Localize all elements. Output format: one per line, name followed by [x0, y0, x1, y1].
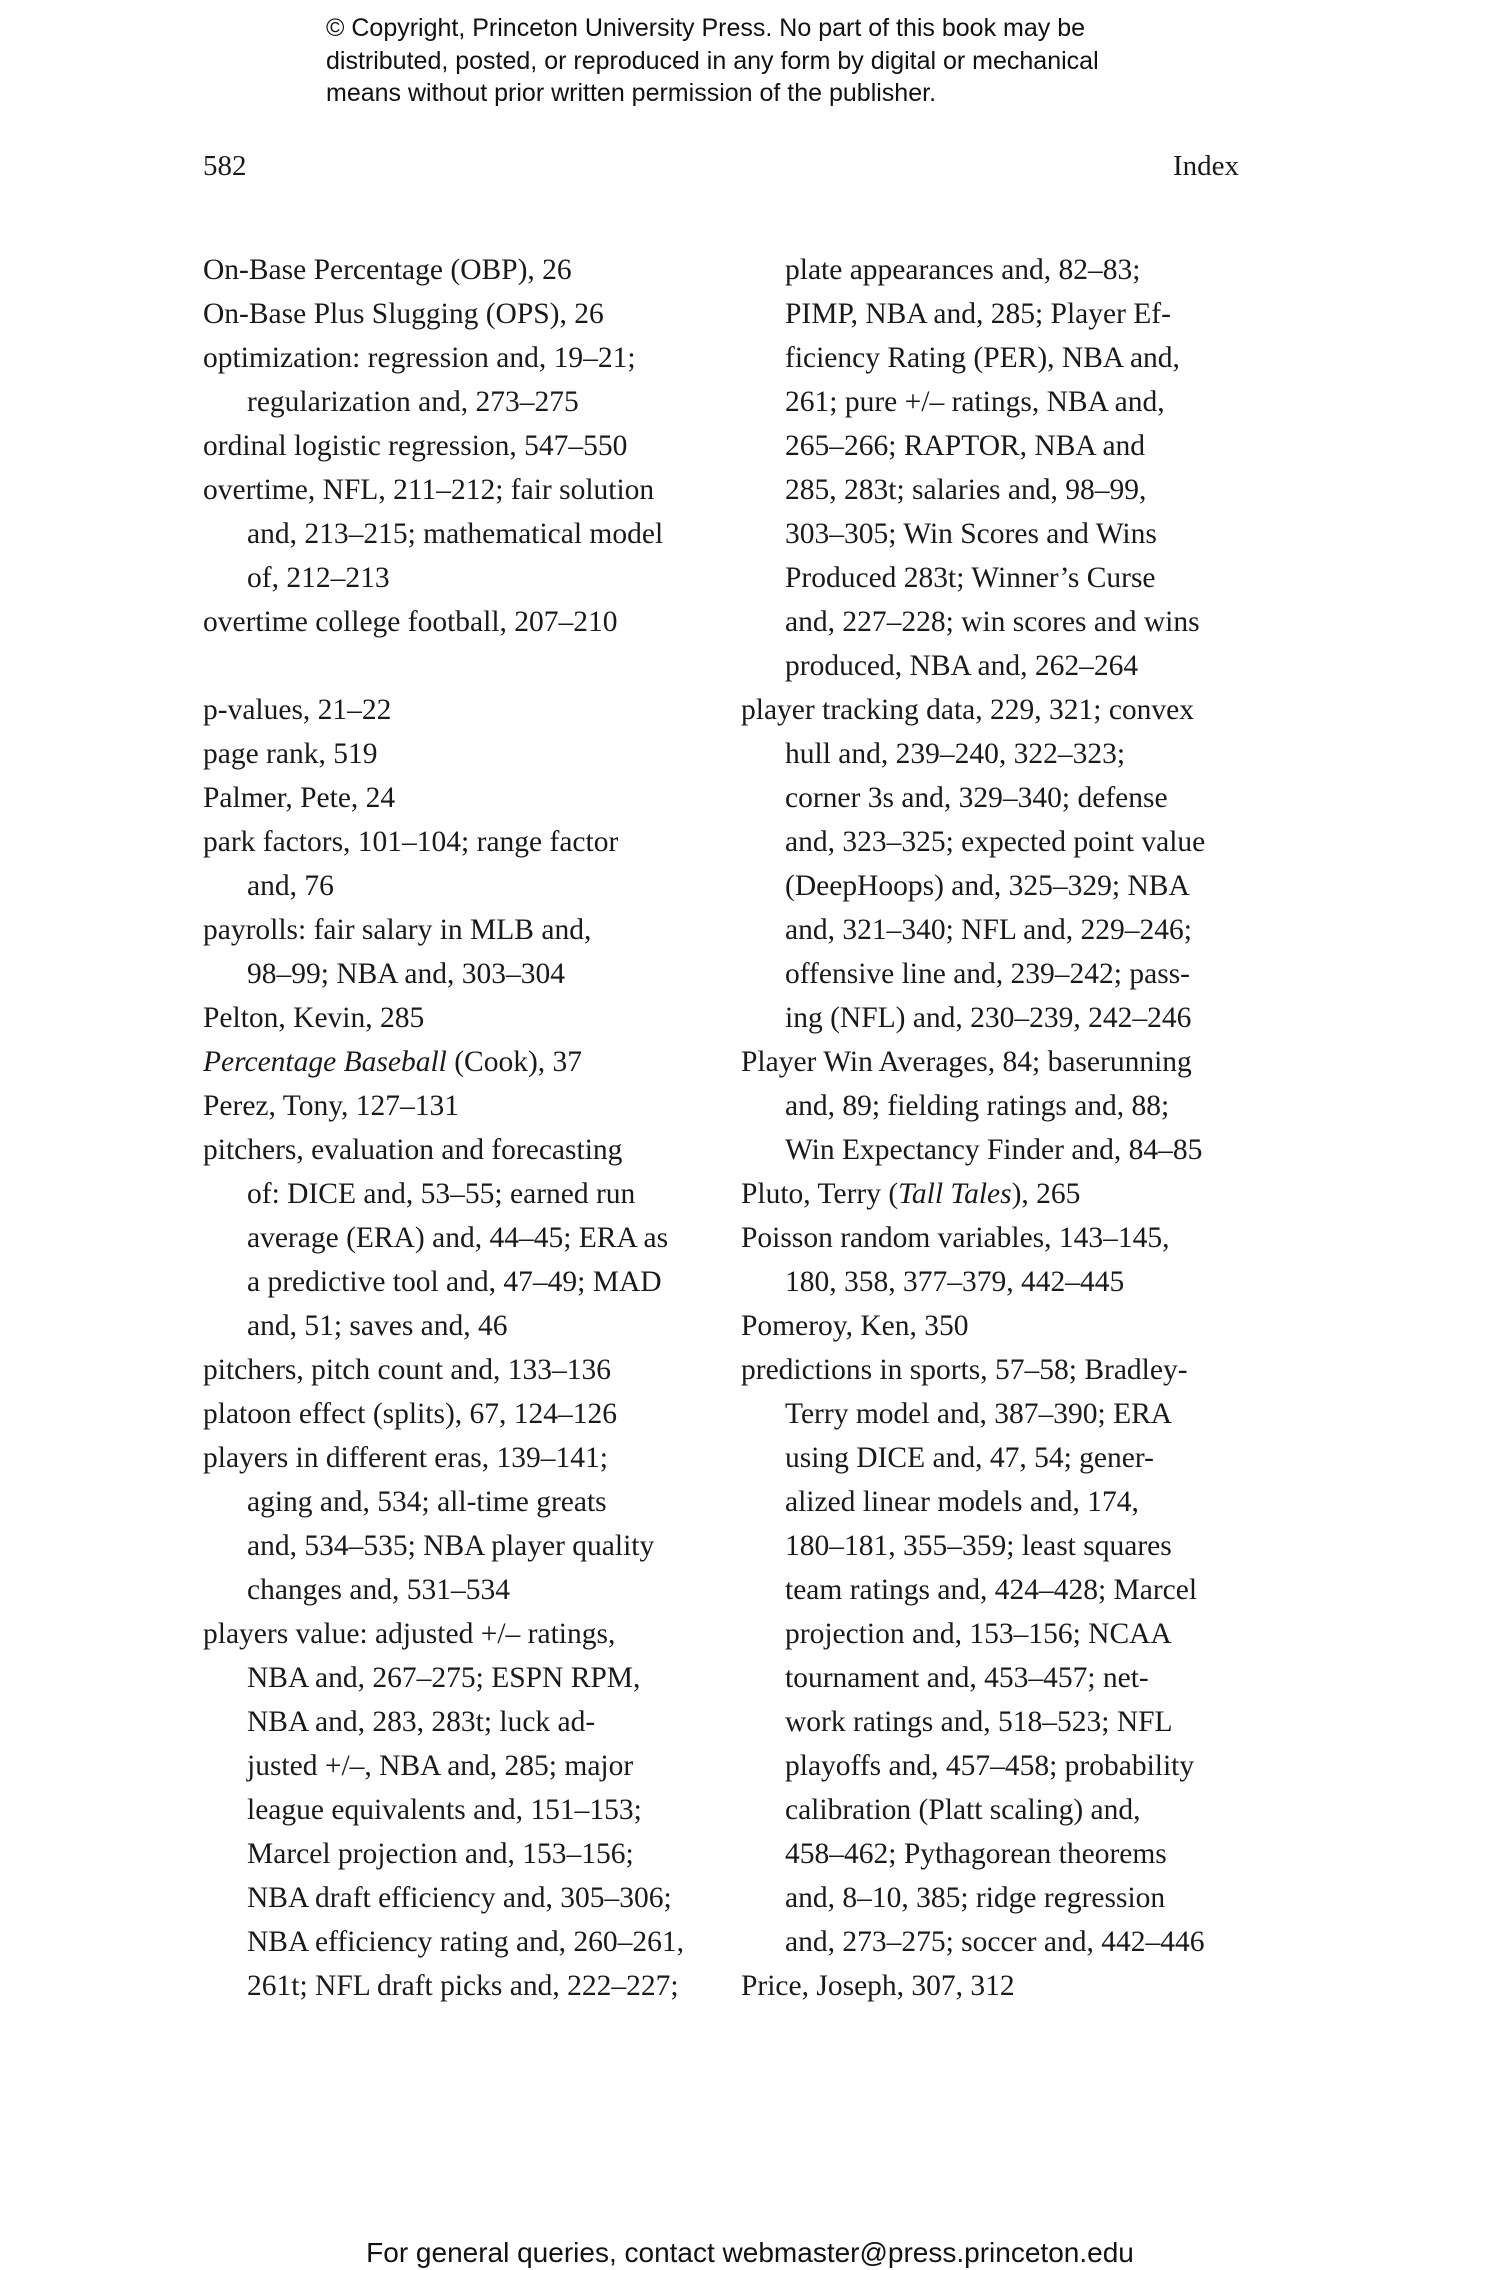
index-subline — [741, 424, 1261, 468]
index-text: ), 265 — [1011, 1178, 1081, 1210]
index-entry — [203, 424, 723, 468]
index-subline — [741, 1788, 1261, 1832]
index-subline — [203, 556, 723, 600]
index-text: page rank, 519 — [203, 738, 378, 770]
index-entry — [203, 688, 723, 732]
index-subline — [203, 1172, 723, 1216]
index-text: produced, NBA and, 262–264 — [785, 650, 1139, 682]
index-subline — [203, 1920, 723, 1964]
index-subline — [741, 512, 1261, 556]
index-text: corner 3s and, 329–340; defense — [785, 782, 1168, 814]
index-entry — [203, 1084, 723, 1128]
index-entry — [741, 1348, 1261, 1392]
index-subline — [741, 600, 1261, 644]
index-subline — [203, 952, 723, 996]
index-text: 261; pure +/– ratings, NBA and, — [785, 386, 1165, 418]
index-entry — [203, 336, 723, 380]
index-text: 180, 358, 377–379, 442–445 — [785, 1266, 1125, 1298]
index-subline — [741, 776, 1261, 820]
copyright-line: distributed, posted, or reproduced in any form by digital or mechanical — [326, 46, 1099, 75]
index-text: 98–99; NBA and, 303–304 — [247, 958, 565, 990]
index-title-italic: Tall Tales — [898, 1178, 1012, 1210]
index-text: payrolls: fair salary in MLB and, — [203, 914, 592, 946]
index-column-left — [203, 248, 723, 2008]
index-text: alized linear models and, 174, — [785, 1486, 1139, 1518]
index-text: overtime, NFL, 211–212; fair solution — [203, 474, 655, 506]
index-text: team ratings and, 424–428; Marcel — [785, 1574, 1198, 1606]
index-subline — [741, 996, 1261, 1040]
index-entry — [203, 292, 723, 336]
index-text: a predictive tool and, 47–49; MAD — [247, 1266, 662, 1298]
index-subline — [741, 1260, 1261, 1304]
index-text: of, 212–213 — [247, 562, 390, 594]
index-text: p-values, 21–22 — [203, 694, 392, 726]
index-subline — [741, 1700, 1261, 1744]
index-subline — [203, 1788, 723, 1832]
page-number: 582 — [203, 150, 247, 182]
index-text: and, 51; saves and, 46 — [247, 1310, 508, 1342]
index-text: projection and, 153–156; NCAA — [785, 1618, 1172, 1650]
index-subline — [203, 1964, 723, 2008]
index-text: playoffs and, 457–458; probability — [785, 1750, 1195, 1782]
index-entry — [203, 1392, 723, 1436]
index-text: ficiency Rating (PER), NBA and, — [785, 342, 1180, 374]
index-text: and, 321–340; NFL and, 229–246; — [785, 914, 1192, 946]
index-text: ordinal logistic regression, 547–550 — [203, 430, 628, 462]
index-text: NBA efficiency rating and, 260–261, — [247, 1926, 684, 1958]
index-text: and, 76 — [247, 870, 334, 902]
index-subline — [203, 1480, 723, 1524]
index-text: and, 273–275; soccer and, 442–446 — [785, 1926, 1205, 1958]
index-text: (DeepHoops) and, 325–329; NBA — [785, 870, 1190, 902]
index-text: aging and, 534; all-time greats — [247, 1486, 607, 1518]
index-text: On-Base Plus Slugging (OPS), 26 — [203, 298, 604, 330]
index-entry — [203, 1612, 723, 1656]
index-text: Palmer, Pete, 24 — [203, 782, 396, 814]
index-text: and, 323–325; expected point value — [785, 826, 1206, 858]
index-text: regularization and, 273–275 — [247, 386, 579, 418]
index-column-right — [741, 248, 1261, 2008]
index-text: Produced 283t; Winner’s Curse — [785, 562, 1156, 594]
index-entry — [741, 1304, 1261, 1348]
index-text: Player Win Averages, 84; baserunning — [741, 1046, 1192, 1078]
index-text: players value: adjusted +/– ratings, — [203, 1618, 616, 1650]
index-text: and, 8–10, 385; ridge regression — [785, 1882, 1166, 1914]
index-subline — [203, 380, 723, 424]
index-text: Terry model and, 387–390; ERA — [785, 1398, 1173, 1430]
index-subline — [203, 1304, 723, 1348]
index-entry — [203, 1128, 723, 1172]
index-text: average (ERA) and, 44–45; ERA as — [247, 1222, 669, 1254]
index-subline — [741, 732, 1261, 776]
running-head: Index — [1172, 150, 1239, 182]
index-subline — [203, 1656, 723, 1700]
index-text: (Cook), 37 — [446, 1046, 583, 1078]
index-text: 265–266; RAPTOR, NBA and — [785, 430, 1146, 462]
index-subline — [203, 1568, 723, 1612]
index-text: On-Base Percentage (OBP), 26 — [203, 254, 572, 286]
index-text: and, 89; fielding ratings and, 88; — [785, 1090, 1170, 1122]
index-subline — [741, 864, 1261, 908]
index-text: pitchers, evaluation and forecasting — [203, 1134, 623, 1166]
index-text: Pomeroy, Ken, 350 — [741, 1310, 969, 1342]
copyright-line: © Copyright, Princeton University Press. No part of this book may be — [326, 14, 1086, 42]
index-subline — [741, 1612, 1261, 1656]
index-text: player tracking data, 229, 321; convex — [741, 694, 1195, 726]
index-text: work ratings and, 518–523; NFL — [785, 1706, 1173, 1738]
index-subline — [741, 1832, 1261, 1876]
index-text: changes and, 531–534 — [247, 1574, 510, 1606]
index-entry — [203, 468, 723, 512]
index-subline — [741, 1920, 1261, 1964]
index-subline — [741, 1084, 1261, 1128]
index-entry — [203, 996, 723, 1040]
index-entry — [203, 1348, 723, 1392]
index-text: Poisson random variables, 143–145, — [741, 1222, 1170, 1254]
index-text: optimization: regression and, 19–21; — [203, 342, 636, 374]
index-text: platoon effect (splits), 67, 124–126 — [203, 1398, 618, 1430]
index-spacer — [203, 644, 723, 688]
index-subline — [741, 1524, 1261, 1568]
index-subline — [741, 952, 1261, 996]
index-text: players in different eras, 139–141; — [203, 1442, 608, 1474]
index-entry — [741, 1216, 1261, 1260]
index-text: Perez, Tony, 127–131 — [203, 1090, 460, 1122]
index-text: and, 534–535; NBA player quality — [247, 1530, 655, 1562]
index-entry — [203, 248, 723, 292]
index-text: plate appearances and, 82–83; — [785, 254, 1141, 286]
index-entry — [203, 820, 723, 864]
index-text: league equivalents and, 151–153; — [247, 1794, 642, 1826]
index-text: Price, Joseph, 307, 312 — [741, 1970, 1015, 2002]
index-subline — [741, 336, 1261, 380]
index-subline — [203, 1524, 723, 1568]
index-text: justed +/–, NBA and, 285; major — [247, 1750, 634, 1782]
index-subline — [203, 1876, 723, 1920]
index-subline — [741, 1436, 1261, 1480]
index-entry — [741, 1172, 1261, 1216]
index-subline — [741, 644, 1261, 688]
index-subline — [741, 292, 1261, 336]
index-text: NBA and, 283, 283t; luck ad- — [247, 1706, 596, 1738]
index-subline — [203, 1216, 723, 1260]
index-text: 261t; NFL draft picks and, 222–227; — [247, 1970, 679, 2002]
index-subline — [741, 468, 1261, 512]
index-text: NBA draft efficiency and, 305–306; — [247, 1882, 672, 1914]
index-text: ing (NFL) and, 230–239, 242–246 — [785, 1002, 1192, 1034]
index-text: of: DICE and, 53–55; earned run — [247, 1178, 636, 1210]
index-subline — [203, 1700, 723, 1744]
index-subline — [741, 380, 1261, 424]
index-text: calibration (Platt scaling) and, — [785, 1794, 1141, 1826]
index-text: Marcel projection and, 153–156; — [247, 1838, 634, 1870]
index-subline — [741, 556, 1261, 600]
index-text: hull and, 239–240, 322–323; — [785, 738, 1126, 770]
index-subline — [741, 1744, 1261, 1788]
index-subline — [741, 820, 1261, 864]
index-text: offensive line and, 239–242; pass- — [785, 958, 1191, 990]
index-text: Pelton, Kevin, 285 — [203, 1002, 425, 1034]
index-entry — [741, 688, 1261, 732]
index-entry — [203, 908, 723, 952]
index-subline — [203, 864, 723, 908]
index-text: 285, 283t; salaries and, 98–99, — [785, 474, 1147, 506]
index-text: Pluto, Terry ( — [741, 1178, 899, 1210]
index-title-italic: Percentage Baseball — [203, 1046, 447, 1078]
index-entry — [203, 1436, 723, 1480]
index-text: PIMP, NBA and, 285; Player Ef- — [785, 298, 1171, 330]
copyright-notice — [326, 12, 1226, 110]
index-text: and, 213–215; mathematical model — [247, 518, 664, 550]
index-subline — [741, 1128, 1261, 1172]
index-subline — [741, 1568, 1261, 1612]
index-subline — [741, 908, 1261, 952]
index-subline — [741, 1656, 1261, 1700]
index-text: using DICE and, 47, 54; gener- — [785, 1442, 1154, 1474]
index-text: 303–305; Win Scores and Wins — [785, 518, 1157, 550]
copyright-line: means without prior written permission of the publisher. — [326, 79, 937, 107]
index-text: overtime college football, 207–210 — [203, 606, 618, 638]
index-text: pitchers, pitch count and, 133–136 — [203, 1354, 612, 1386]
index-text: tournament and, 453–457; net- — [785, 1662, 1149, 1694]
index-text: Win Expectancy Finder and, 84–85 — [785, 1134, 1203, 1166]
index-text: predictions in sports, 57–58; Bradley- — [741, 1354, 1188, 1386]
index-text: park factors, 101–104; range factor — [203, 826, 619, 858]
footer-contact: For general queries, contact webmaster@press.princeton.edu — [366, 2237, 1134, 2268]
index-subline — [741, 1392, 1261, 1436]
index-entry — [203, 600, 723, 644]
index-text: NBA and, 267–275; ESPN RPM, — [247, 1662, 641, 1694]
index-text: 180–181, 355–359; least squares — [785, 1530, 1172, 1562]
index-subline — [741, 1480, 1261, 1524]
index-entry — [203, 776, 723, 820]
index-subline — [203, 512, 723, 556]
index-subline — [741, 1876, 1261, 1920]
index-subline — [203, 1260, 723, 1304]
index-text: 458–462; Pythagorean theorems — [785, 1838, 1167, 1870]
index-text: and, 227–228; win scores and wins — [785, 606, 1200, 638]
index-subline — [741, 248, 1261, 292]
index-entry — [741, 1040, 1261, 1084]
index-subline — [203, 1832, 723, 1876]
index-entry — [741, 1964, 1261, 2008]
index-subline — [203, 1744, 723, 1788]
index-entry — [203, 732, 723, 776]
index-entry — [203, 1040, 723, 1084]
